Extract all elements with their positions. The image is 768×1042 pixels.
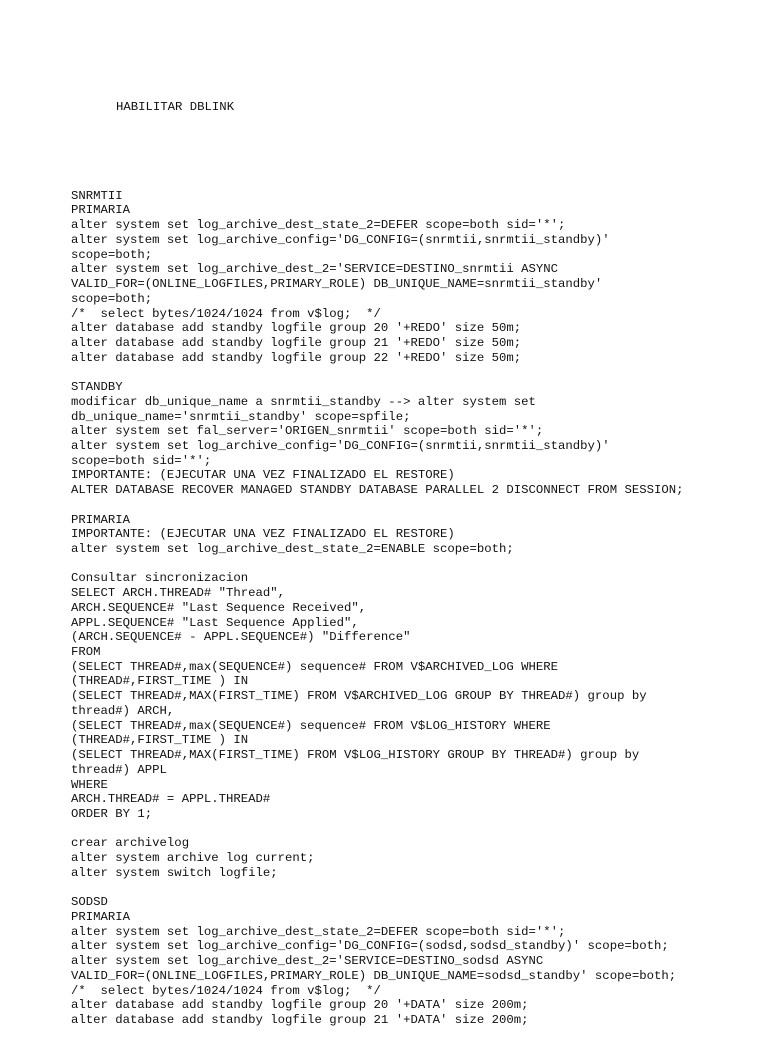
text-line: alter database add standby logfile group 22 '+REDO' size 50m; (71, 350, 522, 365)
text-line: (SELECT THREAD#,max(SEQUENCE#) sequence# FROM V$LOG_HISTORY WHERE (71, 718, 551, 733)
text-line: IMPORTANTE: (EJECUTAR UNA VEZ FINALIZADO EL RESTORE) (71, 527, 455, 542)
text-line: /* select bytes/1024/1024 from v$log; */ (71, 983, 381, 998)
text-line: PRIMARIA (71, 203, 131, 218)
spacer (71, 557, 751, 572)
text-line: alter system switch logfile; (71, 865, 278, 880)
section-heading: SNRMTII (71, 188, 123, 203)
text-line: (THREAD#,FIRST_TIME ) IN (71, 733, 249, 748)
text-line: alter system set log_archive_dest_2='SERVICE=DESTINO_sodsd ASYNC (71, 954, 544, 969)
text-line: ARCH.THREAD# = APPL.THREAD# (71, 792, 271, 807)
text-line: modificar db_unique_name a snrmtii_standby --> alter system set (71, 394, 536, 409)
spacer (71, 881, 751, 896)
spacer (71, 365, 751, 380)
text-line: WHERE (71, 777, 108, 792)
text-line: alter system archive log current; (71, 851, 315, 866)
text-line: (THREAD#,FIRST_TIME ) IN (71, 674, 249, 689)
text-line: FROM (71, 645, 101, 660)
text-line: alter database add standby logfile group 21 '+REDO' size 50m; (71, 335, 522, 350)
text-line: thread#) APPL (71, 762, 167, 777)
text-line: scope=both; (71, 291, 153, 306)
text-line: /* select bytes/1024/1024 from v$log; */ (71, 306, 381, 321)
text-line: ORDER BY 1; (71, 806, 153, 821)
text-line: alter system set log_archive_config='DG_CONFIG=(sodsd,sodsd_standby)' scope=both; (71, 939, 669, 954)
text-line: PRIMARIA (71, 909, 131, 924)
document-body (71, 189, 751, 1028)
text-line: VALID_FOR=(ONLINE_LOGFILES,PRIMARY_ROLE) DB_UNIQUE_NAME=sodsd_standby' scope=both; (71, 968, 677, 983)
section-5 (71, 895, 751, 1027)
text-line: ALTER DATABASE RECOVER MANAGED STANDBY DATABASE PARALLEL 2 DISCONNECT FROM SESSION; (71, 483, 684, 498)
text-line: alter system set log_archive_dest_state_2=ENABLE scope=both; (71, 542, 514, 556)
text-line: alter database add standby logfile group 20 '+DATA' size 200m; (71, 998, 529, 1013)
text-line: (SELECT THREAD#,MAX(FIRST_TIME) FROM V$ARCHIVED_LOG GROUP BY THREAD#) group by (71, 689, 647, 704)
text-line: ARCH.SEQUENCE# "Last Sequence Received", (71, 600, 367, 615)
text-line: thread#) ARCH, (71, 703, 175, 718)
section-heading: STANDBY (71, 380, 123, 395)
text-line: (SELECT THREAD#,max(SEQUENCE#) sequence# FROM V$ARCHIVED_LOG WHERE (71, 659, 559, 674)
document-page (71, 71, 751, 1042)
section-heading: PRIMARIA (71, 512, 131, 527)
document-title: HABILITAR DBLINK (116, 100, 235, 115)
text-line: alter system set log_archive_config='DG_CONFIG=(snrmtii,snrmtii_standby)' (71, 438, 610, 453)
text-line: alter system set fal_server='ORIGEN_snrmtii' scope=both sid='*'; (71, 424, 544, 439)
spacer (71, 822, 751, 837)
section-4 (71, 836, 751, 880)
spacer (71, 498, 751, 513)
section-0 (71, 189, 751, 366)
text-line: alter system set log_archive_dest_state_2=DEFER scope=both sid='*'; (71, 924, 566, 939)
text-line: APPL.SEQUENCE# "Last Sequence Applied", (71, 615, 359, 630)
text-line: (SELECT THREAD#,MAX(FIRST_TIME) FROM V$LOG_HISTORY GROUP BY THREAD#) group by (71, 748, 640, 763)
text-line: alter database add standby logfile group 21 '+DATA' size 200m; (71, 1013, 529, 1027)
section-1 (71, 380, 751, 498)
section-2 (71, 513, 751, 557)
text-line: (ARCH.SEQUENCE# - APPL.SEQUENCE#) "Difference" (71, 630, 411, 645)
text-line: db_unique_name='snrmtii_standby' scope=spfile; (71, 409, 411, 424)
text-line: IMPORTANTE: (EJECUTAR UNA VEZ FINALIZADO EL RESTORE) (71, 468, 455, 483)
text-line: alter system set log_archive_dest_state_2=DEFER scope=both sid='*'; (71, 218, 566, 233)
text-line: alter system set log_archive_config='DG_CONFIG=(snrmtii,snrmtii_standby)' (71, 232, 610, 247)
section-heading: Consultar sincronizacion (71, 571, 249, 586)
text-line: VALID_FOR=(ONLINE_LOGFILES,PRIMARY_ROLE) DB_UNIQUE_NAME=snrmtii_standby' (71, 277, 603, 292)
spacer (71, 145, 751, 160)
text-line: scope=both sid='*'; (71, 453, 212, 468)
section-heading: crear archivelog (71, 836, 190, 851)
text-line: alter system set log_archive_dest_2='SERVICE=DESTINO_snrmtii ASYNC (71, 262, 559, 277)
text-line: scope=both; (71, 247, 153, 262)
section-heading: SODSD (71, 895, 108, 910)
text-line: alter database add standby logfile group 20 '+REDO' size 50m; (71, 321, 522, 336)
text-line: SELECT ARCH.THREAD# "Thread", (71, 586, 286, 601)
section-3 (71, 571, 751, 821)
